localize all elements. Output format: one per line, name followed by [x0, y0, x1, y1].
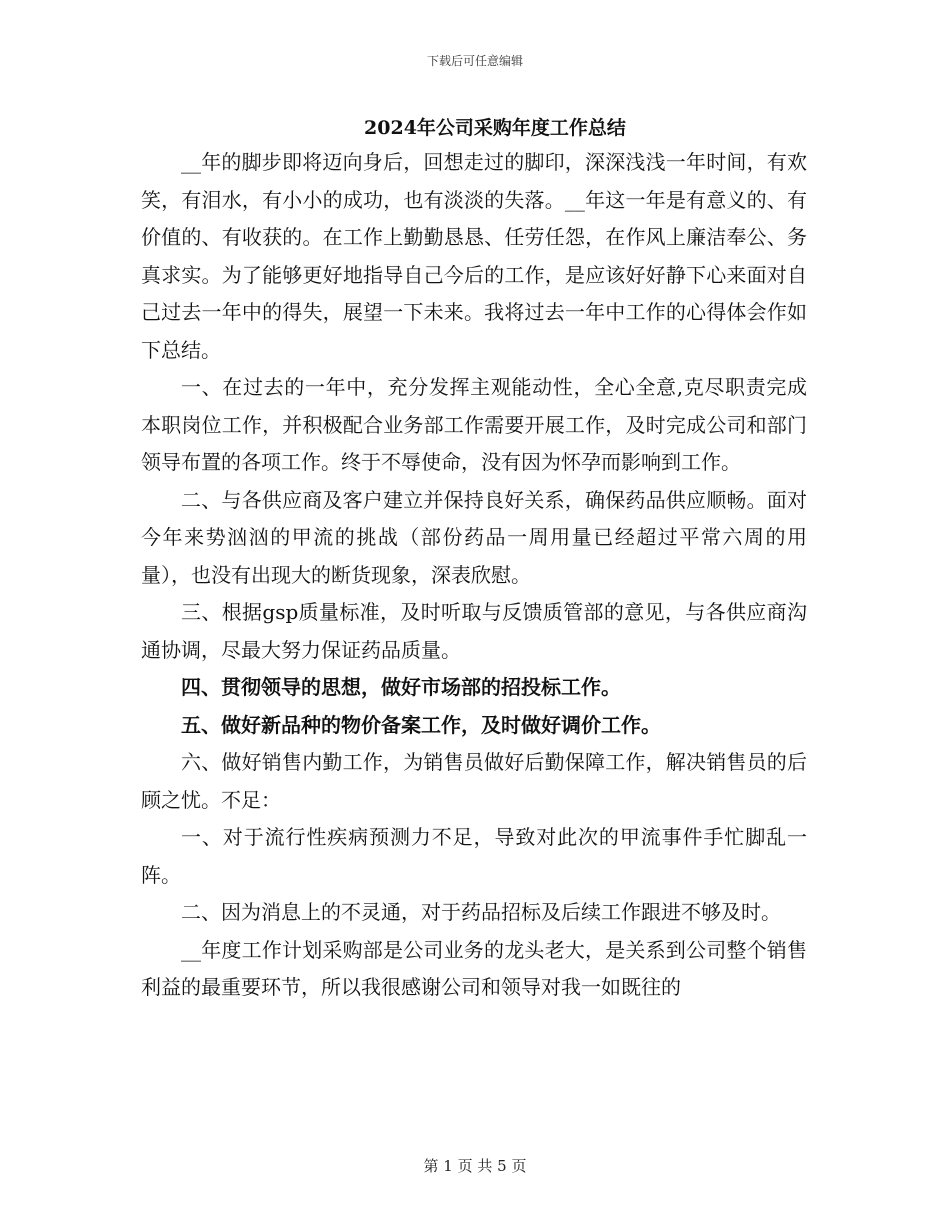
body-paragraph: 一、对于流行性疾病预测力不足，导致对此次的甲流事件手忙脚乱一阵。 [141, 825, 807, 887]
body-paragraph: 一、在过去的一年中，充分发挥主观能动性，全心全意,克尽职责完成本职岗位工作，并积极配合业务部工作需要开展工作，及时完成公司和部门领导布置的各项工作。终于不辱使命，没有因为怀孕而影响到工作。 [141, 375, 807, 474]
body-paragraph: __年的脚步即将迈向身后，回想走过的脚印，深深浅浅一年时间，有欢笑，有泪水，有小小的成功，也有淡淡的失落。__年这一年是有意义的、有价值的、有收获的。在工作上勤勤恳恳、任劳任怨，在作风上廉洁奉公、务真求实。为了能够更好地指导自己今后的工作，是应该好好静下心来面对自己过去一年中的得失，展望一下未来。我将过去一年中工作的心得体会作如下总结。 [141, 150, 807, 362]
page-number: 第 1 页 共 5 页 [423, 1157, 527, 1175]
document-title: 2024年公司采购年度工作总结 [364, 117, 626, 139]
body-paragraph: 五、做好新品种的物价备案工作，及时做好调价工作。 [181, 712, 661, 737]
body-paragraph: __年度工作计划采购部是公司业务的龙头老大，是关系到公司整个销售利益的最重要环节，所以我很感谢公司和领导对我一如既往的 [141, 937, 807, 999]
body-paragraph: 二、因为消息上的不灵通，对于药品招标及后续工作跟进不够及时。 [181, 900, 781, 924]
body-paragraph: 六、做好销售内勤工作，为销售员做好后勤保障工作，解决销售员的后顾之忧。不足： [141, 750, 807, 812]
body-paragraph: 四、贯彻领导的思想，做好市场部的招投标工作。 [181, 675, 621, 699]
body-paragraph: 三、根据gsp质量标准，及时听取与反馈质管部的意见，与各供应商沟通协调，尽最大努力保证药品质量。 [141, 600, 807, 662]
body-paragraph: 二、与各供应商及客户建立并保持良好关系，确保药品供应顺畅。面对今年来势汹汹的甲流的挑战（部份药品一周用量已经超过平常六周的用量），也没有出现大的断货现象，深表欣慰。 [141, 487, 807, 587]
document-body [141, 144, 807, 1007]
page-header-note: 下载后可任意编辑 [426, 54, 523, 68]
